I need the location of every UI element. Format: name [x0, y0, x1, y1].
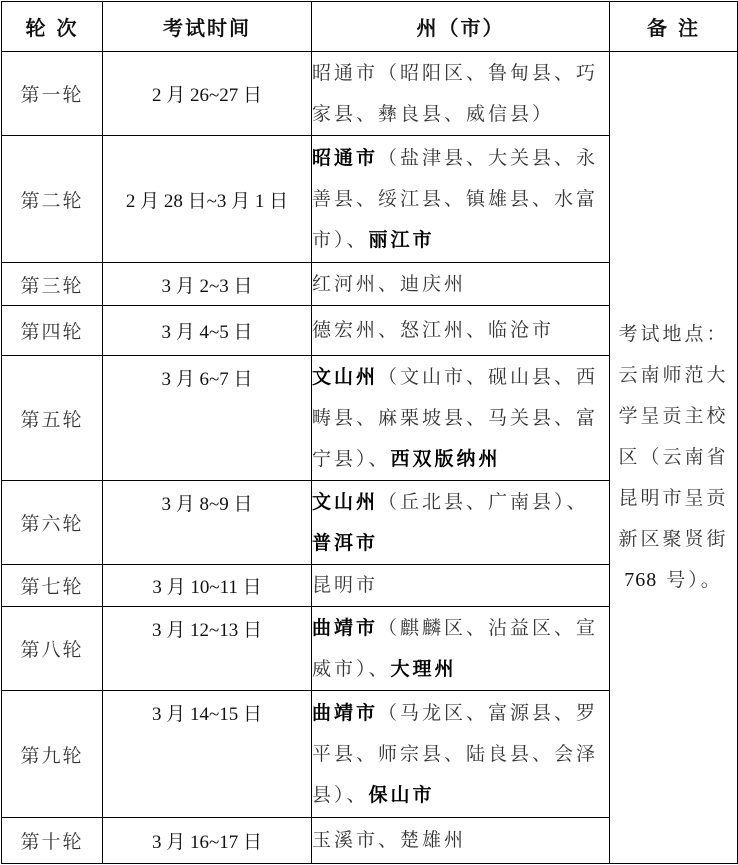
exam-time-cell: 2 月 28 日~3 月 1 日	[103, 136, 312, 263]
header-exam-time: 考试时间	[103, 2, 312, 52]
note-number: 768	[624, 569, 658, 591]
region-bold: 保山市	[368, 783, 435, 806]
region-text: 昭通市（昭阳区、鲁甸县、巧家县、彝良县、威信县）	[312, 61, 599, 125]
region-cell	[312, 565, 610, 607]
region-cell	[312, 136, 610, 263]
region-cell	[312, 356, 610, 481]
region-text: 德宏州、怒江州、临沧市	[312, 319, 555, 341]
round-cell: 第四轮	[2, 306, 103, 356]
round-cell: 第二轮	[2, 136, 103, 263]
region-cell	[312, 306, 610, 356]
note-cell	[610, 52, 738, 864]
round-cell: 第十轮	[2, 818, 103, 864]
header-region: 州（市）	[312, 2, 610, 52]
header-round: 轮 次	[2, 2, 103, 52]
header-note: 备 注	[610, 2, 738, 52]
region-cell	[312, 52, 610, 136]
region-text: （盐津县、大关县、永善县、绥江县、镇雄县、水富市）、	[312, 146, 599, 251]
round-cell: 第九轮	[2, 691, 103, 818]
table-row	[2, 52, 738, 136]
round-cell: 第七轮	[2, 565, 103, 607]
exam-time-cell: 3 月 16~17 日	[103, 818, 312, 864]
exam-time-cell: 3 月 4~5 日	[103, 306, 312, 356]
note-suffix: 号）。	[657, 569, 723, 591]
exam-time-cell: 3 月 12~13 日	[103, 607, 312, 691]
region-bold: 曲靖市	[312, 616, 379, 639]
region-text: （麒麟区、沾益区、宣威市）、	[312, 616, 599, 680]
exam-time-cell: 3 月 6~7 日	[103, 356, 312, 481]
region-text: （丘北县、广南县）、	[378, 490, 589, 513]
region-text: （马龙区、富源县、罗平县、师宗县、陆良县、会泽县）、	[312, 701, 599, 806]
exam-time-cell: 3 月 8~9 日	[103, 481, 312, 565]
region-cell	[312, 818, 610, 864]
exam-time-cell: 3 月 14~15 日	[103, 691, 312, 818]
region-bold: 昭通市	[312, 146, 379, 169]
region-bold: 普洱市	[312, 531, 379, 554]
round-cell: 第五轮	[2, 356, 103, 481]
exam-time-cell: 3 月 2~3 日	[103, 263, 312, 306]
region-bold: 大理州	[390, 657, 457, 680]
region-bold: 文山州	[312, 365, 379, 388]
exam-time-cell: 2 月 26~27 日	[103, 52, 312, 136]
round-cell: 第三轮	[2, 263, 103, 306]
region-cell	[312, 263, 610, 306]
region-bold: 曲靖市	[312, 701, 379, 724]
region-bold: 西双版纳州	[390, 447, 501, 470]
region-text: （文山市、砚山县、西畴县、麻栗坡县、马关县、富宁县）、	[312, 365, 599, 470]
exam-schedule-table	[1, 1, 738, 864]
round-cell: 第六轮	[2, 481, 103, 565]
round-cell: 第一轮	[2, 52, 103, 136]
exam-time-cell: 3 月 10~11 日	[103, 565, 312, 607]
region-bold: 文山州	[312, 490, 379, 513]
note-address: 云南师范大学呈贡主校区（云南省昆明市呈贡新区聚贤街	[618, 364, 729, 550]
region-bold: 丽江市	[368, 228, 435, 251]
region-text: 红河州、迪庆州	[312, 272, 467, 295]
note-label: 考试地点：	[618, 323, 729, 345]
region-text: 昆明市	[312, 574, 379, 596]
region-cell	[312, 481, 610, 565]
round-cell: 第八轮	[2, 607, 103, 691]
region-text: 玉溪市、楚雄州	[312, 829, 467, 851]
region-cell	[312, 691, 610, 818]
region-cell	[312, 607, 610, 691]
header-row	[2, 2, 738, 52]
